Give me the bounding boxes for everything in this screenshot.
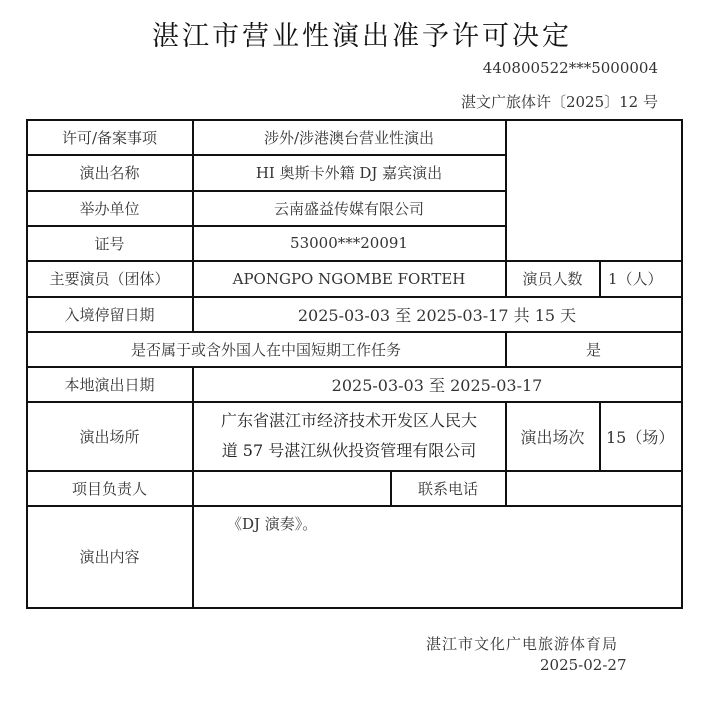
- value-show-name: HI 奥斯卡外籍 DJ 嘉宾演出: [255, 164, 443, 182]
- label-license-number: 证号: [94, 234, 125, 253]
- label-short-term-work: 是否属于或含外国人在中国短期工作任务: [130, 340, 401, 359]
- venue-line-2: 道 57 号湛江纵伙投资管理有限公司: [221, 441, 477, 460]
- value-entry-stay: 2025-03-03 至 2025-03-17 共 15 天: [297, 305, 577, 325]
- value-venue: [193, 402, 505, 470]
- issuer-name: 湛江市文化广电旅游体育局: [426, 635, 619, 653]
- venue-line-1: 广东省湛江市经济技术开发区人民大: [220, 411, 477, 430]
- value-contact-phone: [506, 471, 681, 505]
- label-venue: 演出场所: [79, 427, 140, 446]
- value-sessions: 15（场）: [606, 427, 675, 447]
- label-organizer: 举办单位: [79, 199, 140, 218]
- document-title: 湛江市营业性演出准予许可决定: [152, 21, 572, 52]
- label-main-performer: 主要演员（团体）: [49, 270, 170, 288]
- label-item: 许可/备案事项: [61, 128, 158, 147]
- value-item: 涉外/涉港澳台营业性演出: [263, 128, 435, 147]
- issue-date: 2025-02-27: [540, 656, 627, 674]
- value-local-dates: 2025-03-03 至 2025-03-17: [331, 375, 543, 395]
- value-show-content: 《DJ 演奏》。: [227, 515, 318, 533]
- value-project-manager: [193, 471, 390, 505]
- value-organizer: 云南盛益传媒有限公司: [273, 199, 424, 218]
- table-border-bottom: [26, 607, 682, 609]
- value-main-performer: APONGPO NGOMBE FORTEH: [232, 269, 466, 288]
- document-reference: 湛文广旅体许〔2025〕12 号: [460, 93, 658, 111]
- value-performer-count: 1（人）: [608, 270, 663, 288]
- label-show-name: 演出名称: [79, 164, 140, 182]
- label-local-dates: 本地演出日期: [64, 375, 155, 394]
- value-license-number: 53000***20091: [290, 234, 408, 252]
- label-show-content: 演出内容: [79, 548, 140, 566]
- label-performer-count: 演员人数: [522, 270, 583, 288]
- document-number: 440800522***5000004: [482, 59, 658, 77]
- label-contact-phone: 联系电话: [417, 479, 478, 498]
- label-entry-stay: 入境停留日期: [64, 305, 155, 324]
- value-short-term-work: 是: [585, 340, 601, 359]
- label-project-manager: 项目负责人: [71, 479, 147, 498]
- label-sessions: 演出场次: [520, 427, 585, 447]
- table-border-right: [681, 119, 683, 609]
